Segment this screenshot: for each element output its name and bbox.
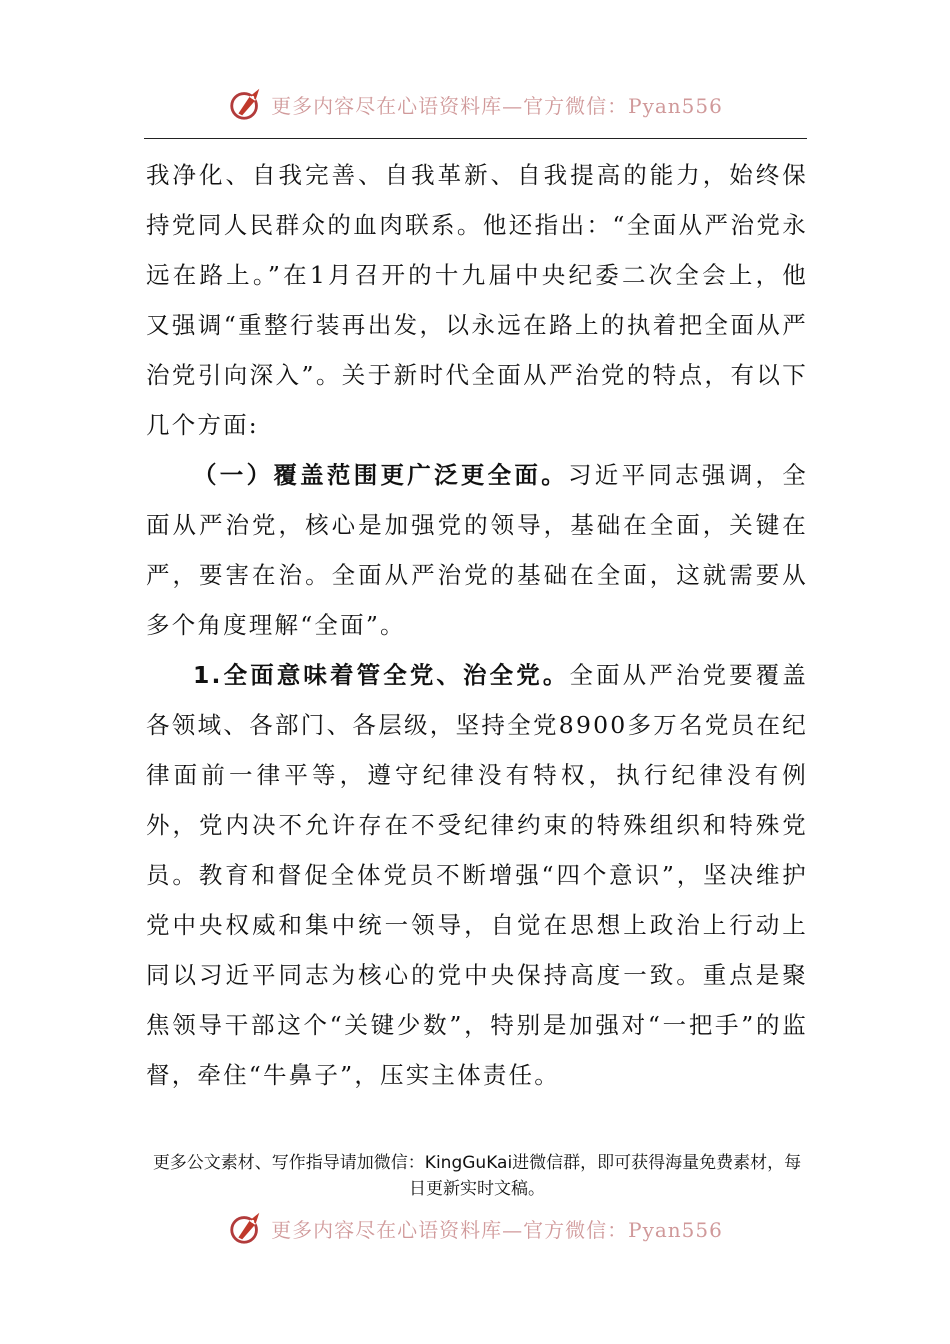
footer-note: 更多公文素材、写作指导请加微信：KingGuKai进微信群，即可获得海量免费素材，每日更新实时文稿。: [152, 1153, 802, 1199]
watermark-text: 更多内容尽在心语资料库—官方微信：Pyan556: [271, 93, 723, 118]
pen-nib-logo-icon: [227, 85, 265, 123]
header-watermark: [0, 84, 950, 124]
header-divider: [144, 138, 807, 139]
paragraph-2-text: 习近平同志强调，全面从严治党，核心是加强党的领导，基础在全面，关键在严，要害在治。全面从严治党的基础在全面，这就需要从多个角度理解“全面”。: [146, 461, 808, 639]
watermark-text: 更多内容尽在心语资料库—官方微信：Pyan556: [271, 1217, 723, 1242]
paragraph-3-text: 全面从严治党要覆盖各领域、各部门、各层级，坚持全党8900多万名党员在纪律面前一律平等，遵守纪律没有特权，执行纪律没有例外，党内决不允许存在不受纪律约束的特殊组织和特殊党员。教育和督促全体党员不断增强“四个意识”，坚决维护党中央权威和集中统一领导，自觉在思想上政治上行动上同以习近平同志为核心的党中央保持高度一致。重点是聚焦领导干部这个“关键少数”，特别是加强对“一把手”的监督，牵住“牛鼻子”，压实主体责任。: [146, 661, 808, 1089]
pen-nib-logo-icon: [227, 1209, 265, 1247]
paragraph-3: [146, 650, 808, 1100]
document-body: [146, 150, 808, 1100]
section-heading-1: （一）覆盖范围更广泛更全面。: [193, 461, 568, 489]
paragraph-1-text: 我净化、自我完善、自我革新、自我提高的能力，始终保持党同人民群众的血肉联系。他还指出：“全面从严治党永远在路上。”在1月召开的十九届中央纪委二次全会上，他又强调“重整行装再出发，以永远在路上的执着把全面从严治党引向深入”。关于新时代全面从严治党的特点，有以下几个方面:: [146, 161, 808, 439]
footer-watermark: [0, 1208, 950, 1248]
paragraph-2: [146, 450, 808, 650]
subsection-heading-1: 1.全面意味着管全党、治全党。: [193, 661, 570, 689]
paragraph-1: [146, 150, 808, 450]
